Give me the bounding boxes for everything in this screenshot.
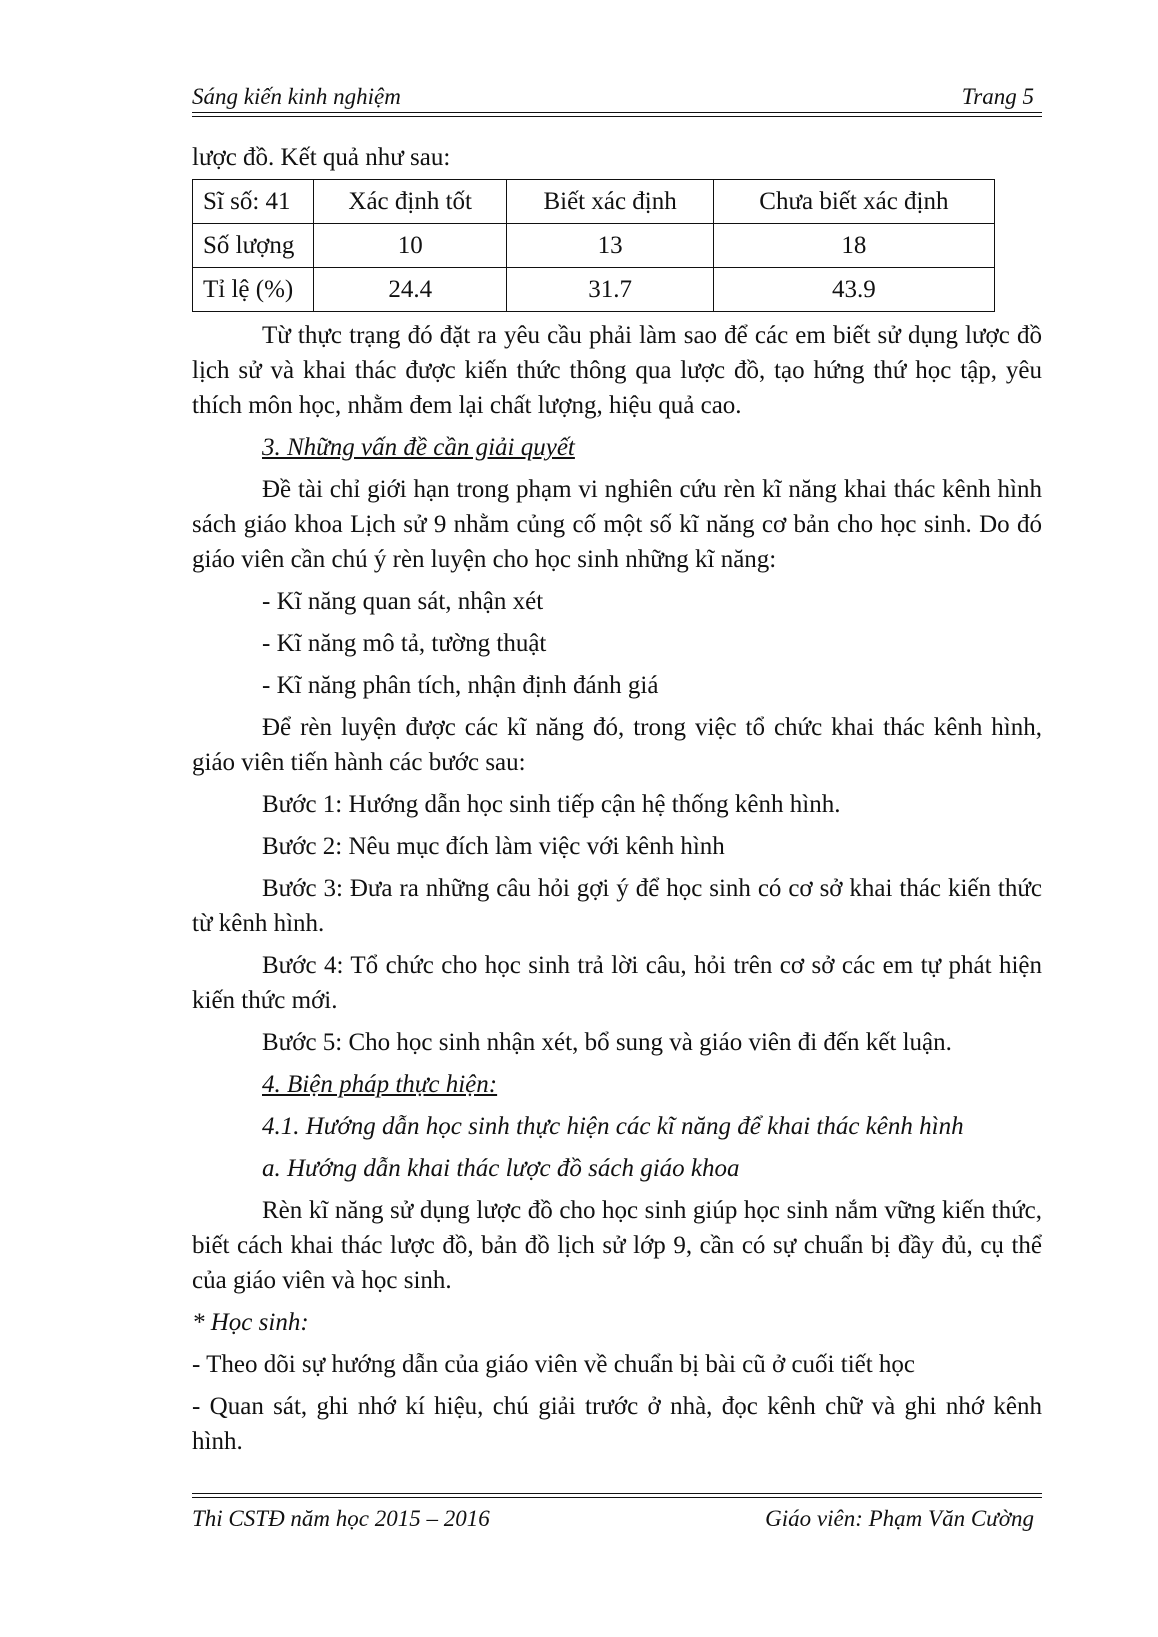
table-header-cell: Chưa biết xác định (713, 180, 994, 224)
table-cell: 24.4 (314, 268, 507, 312)
student-item: - Quan sát, ghi nhớ kí hiệu, chú giải trước ở nhà, đọc kênh chữ và ghi nhớ kênh hình. (192, 1393, 1042, 1455)
footer-teacher: Giáo viên: Phạm Văn Cường (765, 1506, 1034, 1531)
header-double-rule (192, 112, 1042, 117)
table-cell: 13 (507, 224, 713, 268)
table-row (193, 268, 995, 312)
table-header-cell: Biết xác định (507, 180, 713, 224)
page-body (192, 140, 1042, 1459)
table-cell: 43.9 (713, 268, 994, 312)
paragraph-map-skills: Rèn kĩ năng sử dụng lược đồ cho học sinh giúp học sinh nắm vững kiến thức, biết cách khai thác lược đồ, bản đồ lịch sử lớp 9, cần có sự chuẩn bị đầy đủ, cụ thể của giáo viên và học sinh. (192, 1197, 1042, 1294)
table-cell: 31.7 (507, 268, 713, 312)
step-item: Bước 4: Tổ chức cho học sinh trả lời câu, hỏi trên cơ sở các em tự phát hiện kiến thức mới. (192, 952, 1042, 1014)
table-cell: Số lượng (193, 224, 314, 268)
results-table (192, 179, 995, 312)
step-item: Bước 3: Đưa ra những câu hỏi gợi ý để học sinh có cơ sở khai thác kiến thức từ kênh hình. (192, 875, 1042, 937)
step-item: Bước 5: Cho học sinh nhận xét, bổ sung và giáo viên đi đến kết luận. (262, 1029, 952, 1056)
skill-item: - Kĩ năng mô tả, tường thuật (262, 630, 547, 657)
paragraph-situation: Từ thực trạng đó đặt ra yêu cầu phải làm sao để các em biết sử dụng lược đồ lịch sử và khai thác được kiến thức thông qua lược đồ, tạo hứng thứ học tập, yêu thích môn học, nhằm đem lại chất lượng, hiệu quả cao. (192, 322, 1042, 419)
heading-4 (192, 1067, 1042, 1102)
table-header-cell: Sĩ số: 41 (193, 180, 314, 224)
table-cell: 10 (314, 224, 507, 268)
table-row (193, 224, 995, 268)
step-item: Bước 1: Hướng dẫn học sinh tiếp cận hệ thống kênh hình. (262, 791, 841, 818)
paragraph-scope: Đề tài chỉ giới hạn trong phạm vi nghiên cứu rèn kĩ năng khai thác kênh hình sách giáo khoa Lịch sử 9 nhằm củng cố một số kĩ năng cơ bản cho học sinh. Do đó giáo viên cần chú ý rèn luyện cho học sinh những kĩ năng: (192, 476, 1042, 573)
skill-item: - Kĩ năng quan sát, nhận xét (262, 588, 544, 615)
header-page-number: Trang 5 (961, 84, 1034, 109)
skill-item: - Kĩ năng phân tích, nhận định đánh giá (262, 672, 659, 699)
table-header-row (193, 180, 995, 224)
heading-3-text: 3. Những vấn đề cần giải quyết (262, 434, 575, 461)
step-item: Bước 2: Nêu mục đích làm việc với kênh hình (262, 833, 725, 860)
heading-4-text: 4. Biện pháp thực hiện: (262, 1071, 498, 1098)
table-cell: Tỉ lệ (%) (193, 268, 314, 312)
heading-4-1: 4.1. Hướng dẫn học sinh thực hiện các kĩ năng để khai thác kênh hình (262, 1113, 964, 1140)
table-header-cell: Xác định tốt (314, 180, 507, 224)
paragraph-steps-intro: Để rèn luyện được các kĩ năng đó, trong việc tổ chức khai thác kênh hình, giáo viên tiến hành các bước sau: (192, 714, 1042, 776)
heading-3 (192, 430, 1042, 465)
table-cell: 18 (713, 224, 994, 268)
footer-contest: Thi CSTĐ năm học 2015 – 2016 (192, 1506, 490, 1531)
footer-double-rule (192, 1493, 1042, 1498)
heading-a: a. Hướng dẫn khai thác lược đồ sách giáo khoa (262, 1155, 740, 1182)
students-label: * Học sinh: (192, 1309, 309, 1336)
intro-line: lược đồ. Kết quả như sau: (192, 144, 451, 171)
student-item: - Theo dõi sự hướng dẫn của giáo viên về chuẩn bị bài cũ ở cuối tiết học (192, 1351, 916, 1378)
header-title: Sáng kiến kinh nghiệm (192, 84, 401, 109)
